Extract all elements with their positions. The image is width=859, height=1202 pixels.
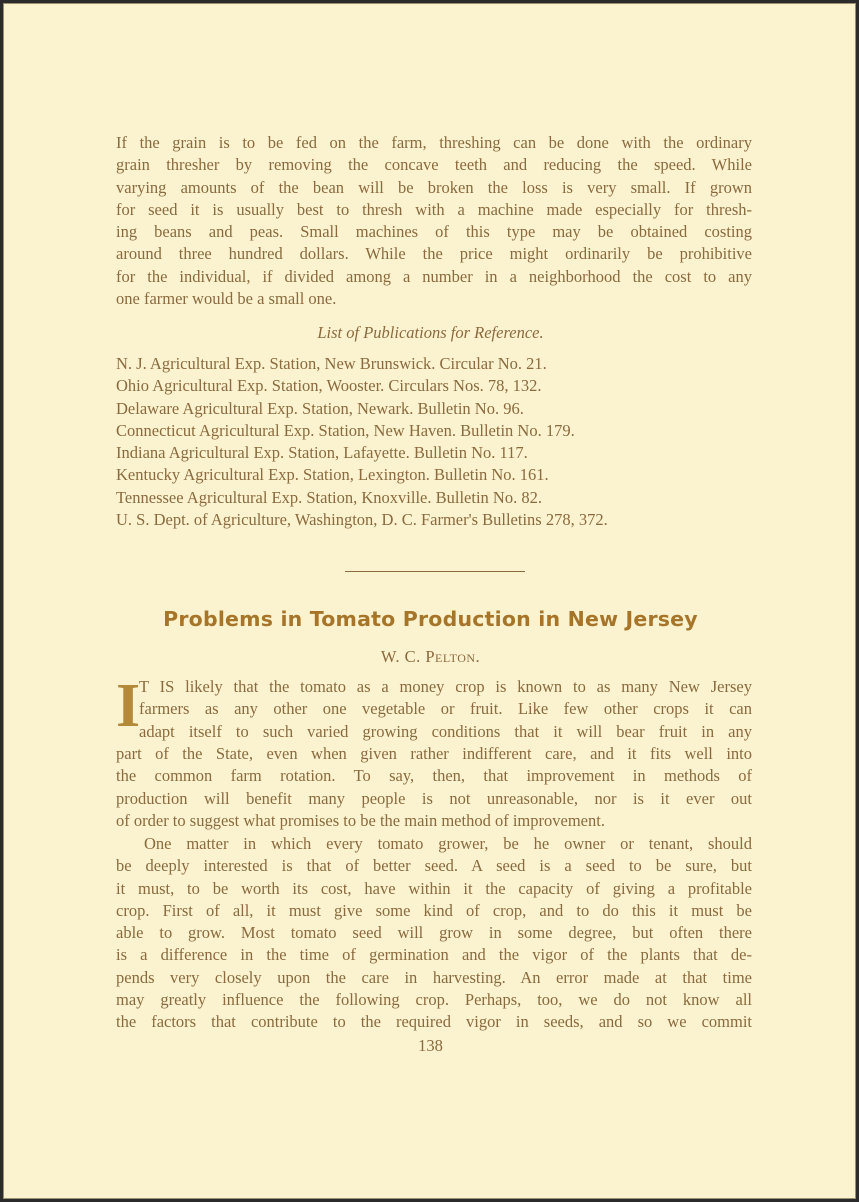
publication-item: Ohio Agricultural Exp. Station, Wooster. Circulars Nos. 78, 132. [116,376,542,396]
publication-item: Kentucky Agricultural Exp. Station, Lexington. Bulletin No. 161. [116,465,549,485]
publication-item: U. S. Dept. of Agriculture, Washington, D. C. Farmer's Bulletins 278, 372. [116,510,608,530]
drop-cap: I [116,672,141,740]
article-author: W. C. Pelton. [380,647,481,666]
text-line: pends very closely upon the care in harvesting. An error made at that time [116,967,752,987]
publication-item: Connecticut Agricultural Exp. Station, New Haven. Bulletin No. 179. [116,420,575,440]
page-number: 138 [418,1036,443,1055]
text-line: varying amounts of the bean will be broken the loss is very small. If grown [116,177,752,197]
text-line: One matter in which every tomato grower, be he owner or tenant, should [144,834,752,853]
article-opening-lines [139,676,752,743]
section-divider [345,571,525,572]
publication-item: Tennessee Agricultural Exp. Station, Knoxville. Bulletin No. 82. [116,487,542,507]
text-line: production will benefit many people is not unreasonable, nor is it ever out [116,788,752,808]
book-page [3,3,856,1199]
text-line: around three hundred dollars. While the price might ordinarily be prohibitive [116,244,752,264]
publications-heading: List of Publications for Reference. [317,323,544,342]
text-line: crop. First of all, it must give some kind of crop, and to do this it must be [116,900,752,920]
text-line: is a difference in the time of germination and the vigor of the plants that de- [116,945,752,965]
text-line: T IS likely that the tomato as a money crop is known to as many New Jersey [139,677,752,696]
text-line: it must, to be worth its cost, have within it the capacity of giving a profitable [116,878,752,898]
text-line: grain thresher by removing the concave teeth and reducing the speed. While [116,155,752,175]
publication-item: Delaware Agricultural Exp. Station, Newark. Bulletin No. 96. [116,398,524,418]
text-line: may greatly influence the following crop. Perhaps, too, we do not know all [116,990,752,1010]
text-line: the common farm rotation. To say, then, that improvement in methods of [116,766,752,786]
text-line: be deeply interested is that of better seed. A seed is a seed to be sure, but [116,856,752,876]
article-title: Problems in Tomato Production in New Jersey [163,607,698,631]
text-line: of order to suggest what promises to be the main method of improvement. [116,810,605,830]
publication-item: Indiana Agricultural Exp. Station, Lafayette. Bulletin No. 117. [116,443,528,463]
publication-item: N. J. Agricultural Exp. Station, New Brunswick. Circular No. 21. [116,354,547,373]
text-line: If the grain is to be fed on the farm, threshing can be done with the ordinary [116,133,752,152]
text-line: for the individual, if divided among a number in a neighborhood the cost to any [116,266,752,286]
text-line: adapt itself to such varied growing conditions that it will bear fruit in any [139,721,752,741]
text-line: one farmer would be a small one. [116,289,337,309]
text-line: able to grow. Most tomato seed will grow in some degree, but often there [116,923,752,943]
intro-paragraph [116,132,752,310]
text-line: the factors that contribute to the required vigor in seeds, and so we commit [116,1012,752,1032]
article-paragraph-2 [116,833,752,1034]
text-line: for seed it is usually best to thresh with a machine made especially for thresh- [116,199,752,219]
publications-list [116,353,766,531]
article-paragraph-1 [116,743,752,832]
text-line: ing beans and peas. Small machines of this type may be obtained costing [116,222,752,242]
text-line: farmers as any other one vegetable or fruit. Like few other crops it can [139,699,752,719]
text-line: part of the State, even when given rather indifferent care, and it fits well into [116,744,752,763]
